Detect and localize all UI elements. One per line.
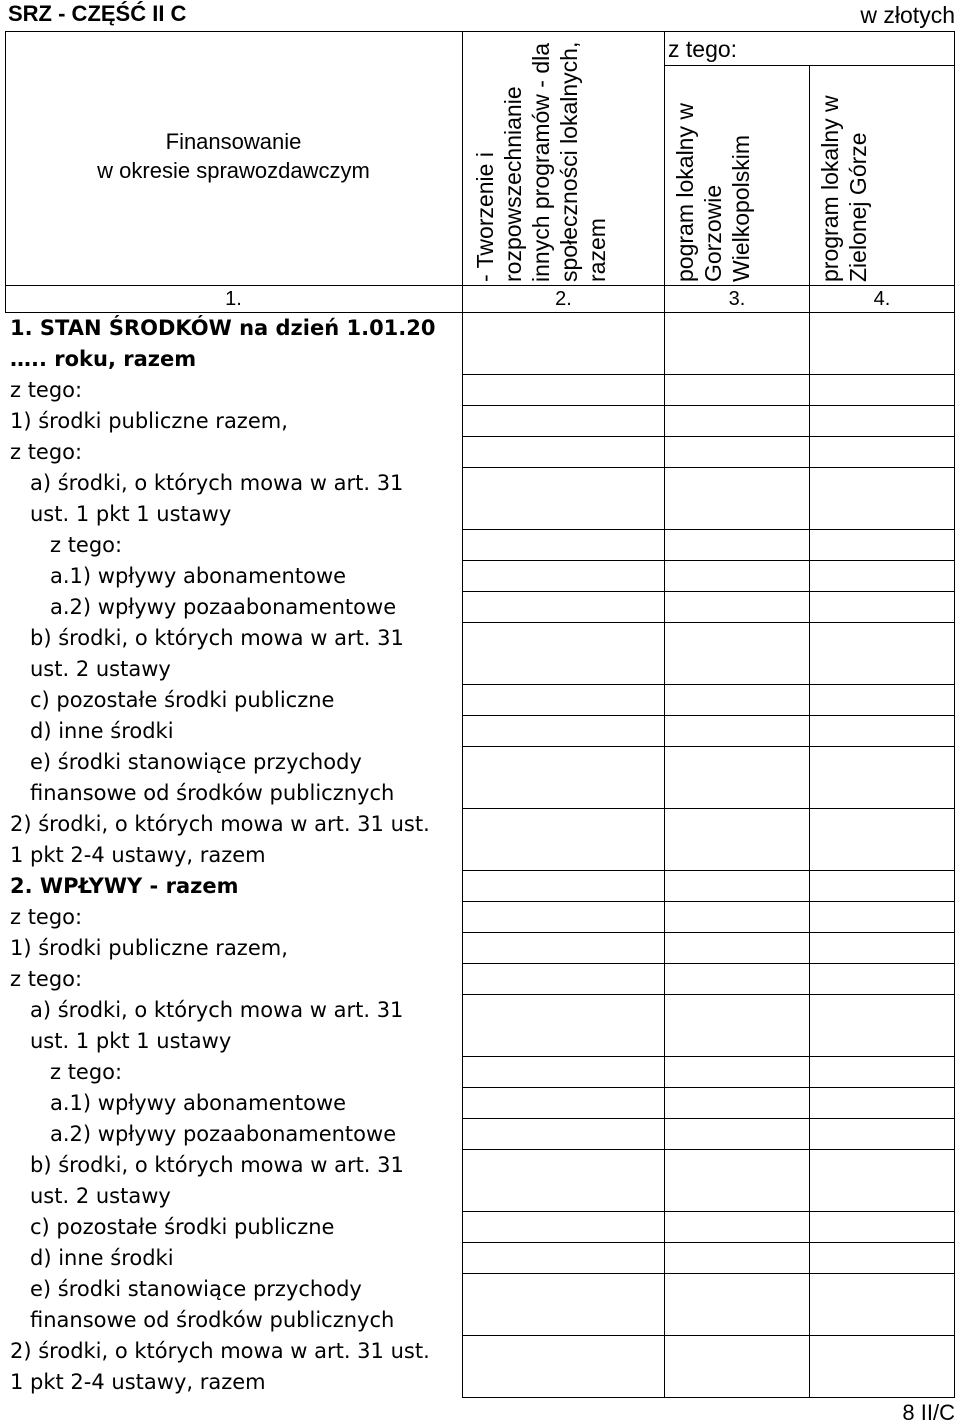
value-cell-col2 bbox=[462, 1150, 665, 1212]
value-cell-col2 bbox=[462, 995, 665, 1057]
value-cell-col2 bbox=[462, 561, 665, 592]
value-cell-col3 bbox=[665, 530, 810, 561]
row-label bbox=[5, 561, 462, 592]
value-cell-col4 bbox=[810, 1336, 955, 1398]
value-cell-col2 bbox=[462, 1088, 665, 1119]
value-cell-col2 bbox=[462, 1336, 665, 1398]
value-cell-col4 bbox=[810, 871, 955, 902]
row-label-line: a.1) wpływy abonamentowe bbox=[50, 1091, 347, 1115]
table-row bbox=[5, 561, 955, 592]
row-label-line: 1) środki publiczne razem, bbox=[10, 936, 288, 960]
table-section bbox=[5, 871, 955, 1398]
row-label-line: b) środki, o których mowa w art. 31 bbox=[30, 1153, 404, 1177]
table-section bbox=[5, 313, 955, 871]
row-label-line: 2) środki, o których mowa w art. 31 ust. bbox=[10, 1339, 430, 1363]
table-row bbox=[5, 747, 955, 809]
table-row bbox=[5, 437, 955, 468]
value-cell-col2 bbox=[462, 1119, 665, 1150]
value-cell-col2 bbox=[462, 716, 665, 747]
value-cell-col2 bbox=[462, 933, 665, 964]
row-label bbox=[5, 1274, 462, 1336]
row-label-line: z tego: bbox=[50, 533, 123, 557]
value-cell-col3 bbox=[665, 1057, 810, 1088]
row-label-line: z tego: bbox=[50, 1060, 123, 1084]
row-label bbox=[5, 685, 462, 716]
row-label-line: ust. 2 ustawy bbox=[30, 1184, 171, 1208]
value-cell-col4 bbox=[810, 1057, 955, 1088]
value-cell-col3 bbox=[665, 437, 810, 468]
header-col2-line: społeczności lokalnych, bbox=[556, 41, 582, 282]
row-label bbox=[5, 995, 462, 1057]
table-row bbox=[5, 685, 955, 716]
value-cell-col4 bbox=[810, 964, 955, 995]
value-cell-col2 bbox=[462, 437, 665, 468]
table-row bbox=[5, 1057, 955, 1088]
value-cell-col4 bbox=[810, 313, 955, 375]
table-row bbox=[5, 592, 955, 623]
header-col3-line: Gorzowie bbox=[700, 184, 726, 282]
row-label-line: a.2) wpływy pozaabonamentowe bbox=[50, 595, 397, 619]
row-label bbox=[5, 623, 462, 685]
header-col3-label bbox=[671, 70, 755, 282]
row-label-line: a) środki, o których mowa w art. 31 bbox=[30, 998, 404, 1022]
value-cell-col4 bbox=[810, 592, 955, 623]
value-cell-col3 bbox=[665, 685, 810, 716]
value-cell-col2 bbox=[462, 406, 665, 437]
section-heading bbox=[5, 871, 462, 902]
value-cell-col3 bbox=[665, 561, 810, 592]
value-cell-col2 bbox=[462, 747, 665, 809]
header-divider-col2-col3 bbox=[664, 31, 665, 313]
value-cell-col2 bbox=[462, 592, 665, 623]
table-row bbox=[5, 623, 955, 685]
value-cell-col2 bbox=[462, 1243, 665, 1274]
row-label-line: finansowe od środków publicznych bbox=[30, 1308, 395, 1332]
table-row bbox=[5, 1119, 955, 1150]
value-cell-col2 bbox=[462, 623, 665, 685]
header-col1-line: w okresie sprawozdawczym bbox=[97, 158, 370, 183]
value-cell-col4 bbox=[810, 468, 955, 530]
value-cell-col3 bbox=[665, 623, 810, 685]
row-label-line: finansowe od środków publicznych bbox=[30, 781, 395, 805]
value-cell-col3 bbox=[665, 964, 810, 995]
value-cell-col4 bbox=[810, 623, 955, 685]
row-label-line: c) pozostałe środki publiczne bbox=[30, 1215, 335, 1239]
value-cell-col3 bbox=[665, 375, 810, 406]
value-cell-col3 bbox=[665, 1088, 810, 1119]
row-label-line: ust. 2 ustawy bbox=[30, 657, 171, 681]
value-cell-col3 bbox=[665, 871, 810, 902]
row-label-line: b) środki, o których mowa w art. 31 bbox=[30, 626, 404, 650]
column-number-2: 2. bbox=[555, 288, 572, 310]
header-group-label: z tego: bbox=[668, 36, 738, 62]
header-divider-col3-col4 bbox=[809, 65, 810, 313]
table-row bbox=[5, 313, 955, 375]
row-label bbox=[5, 1336, 462, 1398]
value-cell-col4 bbox=[810, 685, 955, 716]
header-col2-line: innych programów - dla bbox=[528, 42, 554, 282]
row-label-line: e) środki stanowiące przychody bbox=[30, 750, 362, 774]
currency-unit-note: w złotych bbox=[860, 2, 955, 28]
table-row bbox=[5, 716, 955, 747]
row-label bbox=[5, 1119, 462, 1150]
value-cell-col3 bbox=[665, 1274, 810, 1336]
column-number-1: 1. bbox=[225, 288, 242, 310]
header-col3-line: Wielkopolskim bbox=[728, 135, 754, 282]
header-col1-line: Finansowanie bbox=[165, 129, 302, 154]
value-cell-col3 bbox=[665, 313, 810, 375]
row-label-line: ….. roku, razem bbox=[10, 347, 197, 371]
row-label-line: z tego: bbox=[10, 905, 83, 929]
row-label-line: a.2) wpływy pozaabonamentowe bbox=[50, 1122, 397, 1146]
row-label bbox=[5, 1150, 462, 1212]
row-label bbox=[5, 964, 462, 995]
row-label bbox=[5, 468, 462, 530]
value-cell-col3 bbox=[665, 809, 810, 871]
value-cell-col4 bbox=[810, 1088, 955, 1119]
value-cell-col4 bbox=[810, 1150, 955, 1212]
value-cell-col3 bbox=[665, 1119, 810, 1150]
form-section-title: SRZ - CZĘŚĆ II C bbox=[8, 1, 187, 26]
row-label-line: 1 pkt 2-4 ustawy, razem bbox=[10, 843, 266, 867]
row-label bbox=[5, 592, 462, 623]
value-cell-col4 bbox=[810, 747, 955, 809]
row-label-line: 1 pkt 2-4 ustawy, razem bbox=[10, 1370, 266, 1394]
row-label bbox=[5, 1088, 462, 1119]
row-label bbox=[5, 902, 462, 933]
row-label-line: 2. WPŁYWY - razem bbox=[10, 874, 239, 898]
value-cell-col2 bbox=[462, 1274, 665, 1336]
value-cell-col3 bbox=[665, 747, 810, 809]
value-cell-col4 bbox=[810, 995, 955, 1057]
row-label bbox=[5, 1212, 462, 1243]
row-label-line: a) środki, o których mowa w art. 31 bbox=[30, 471, 404, 495]
value-cell-col3 bbox=[665, 995, 810, 1057]
value-cell-col3 bbox=[665, 1243, 810, 1274]
row-label-line: d) inne środki bbox=[30, 719, 174, 743]
value-cell-col3 bbox=[665, 933, 810, 964]
value-cell-col3 bbox=[665, 1336, 810, 1398]
section-heading bbox=[5, 313, 462, 375]
value-cell-col3 bbox=[665, 468, 810, 530]
header-col2-line: razem bbox=[584, 218, 610, 282]
column-number-4: 4. bbox=[873, 288, 891, 310]
table-row bbox=[5, 902, 955, 933]
value-cell-col3 bbox=[665, 406, 810, 437]
row-label bbox=[5, 375, 462, 406]
row-label bbox=[5, 809, 462, 871]
row-label-line: ust. 1 pkt 1 ustawy bbox=[30, 1029, 232, 1053]
value-cell-col4 bbox=[810, 1243, 955, 1274]
table-row bbox=[5, 995, 955, 1057]
value-cell-col3 bbox=[665, 592, 810, 623]
value-cell-col2 bbox=[462, 685, 665, 716]
row-label-line: z tego: bbox=[10, 378, 83, 402]
header-col3-line: pogram lokalny w bbox=[672, 103, 698, 282]
row-label bbox=[5, 406, 462, 437]
header-col2-label bbox=[471, 34, 611, 282]
table-row bbox=[5, 530, 955, 561]
value-cell-col4 bbox=[810, 716, 955, 747]
table-row bbox=[5, 1088, 955, 1119]
table-row bbox=[5, 871, 955, 902]
row-label-line: z tego: bbox=[10, 440, 83, 464]
header-col4-line: program lokalny w bbox=[817, 95, 843, 282]
value-cell-col4 bbox=[810, 933, 955, 964]
row-label-line: c) pozostałe środki publiczne bbox=[30, 688, 335, 712]
value-cell-col2 bbox=[462, 871, 665, 902]
value-cell-col2 bbox=[462, 1057, 665, 1088]
value-cell-col2 bbox=[462, 809, 665, 871]
table-row bbox=[5, 933, 955, 964]
row-label bbox=[5, 530, 462, 561]
header-col2-line: rozpowszechnianie bbox=[500, 86, 526, 282]
value-cell-col4 bbox=[810, 561, 955, 592]
value-cell-col2 bbox=[462, 375, 665, 406]
value-cell-col4 bbox=[810, 406, 955, 437]
page-number: 8 II/C bbox=[902, 1400, 955, 1425]
value-cell-col4 bbox=[810, 1119, 955, 1150]
row-label-line: ust. 1 pkt 1 ustawy bbox=[30, 502, 232, 526]
value-cell-col3 bbox=[665, 1150, 810, 1212]
table-row bbox=[5, 1274, 955, 1336]
value-cell-col4 bbox=[810, 530, 955, 561]
value-cell-col4 bbox=[810, 437, 955, 468]
value-cell-col2 bbox=[462, 964, 665, 995]
table-row bbox=[5, 964, 955, 995]
header-col1-label bbox=[5, 127, 462, 185]
row-label-line: 2) środki, o których mowa w art. 31 ust. bbox=[10, 812, 430, 836]
value-cell-col3 bbox=[665, 716, 810, 747]
value-cell-col4 bbox=[810, 375, 955, 406]
table-body bbox=[5, 313, 955, 1398]
table-row bbox=[5, 375, 955, 406]
row-label bbox=[5, 716, 462, 747]
table-row bbox=[5, 809, 955, 871]
table-row bbox=[5, 406, 955, 437]
table-row bbox=[5, 1212, 955, 1243]
row-label bbox=[5, 437, 462, 468]
value-cell-col2 bbox=[462, 1212, 665, 1243]
value-cell-col3 bbox=[665, 1212, 810, 1243]
value-cell-col4 bbox=[810, 1212, 955, 1243]
table-row bbox=[5, 1243, 955, 1274]
row-label-line: z tego: bbox=[10, 967, 83, 991]
table-row bbox=[5, 1336, 955, 1398]
table-row bbox=[5, 468, 955, 530]
value-cell-col2 bbox=[462, 313, 665, 375]
value-cell-col2 bbox=[462, 530, 665, 561]
row-label-line: e) środki stanowiące przychody bbox=[30, 1277, 362, 1301]
row-label bbox=[5, 1243, 462, 1274]
row-label-line: 1) środki publiczne razem, bbox=[10, 409, 288, 433]
value-cell-col4 bbox=[810, 809, 955, 871]
row-label bbox=[5, 1057, 462, 1088]
column-number-3: 3. bbox=[728, 288, 746, 310]
value-cell-col3 bbox=[665, 902, 810, 933]
header-divider-col1-col2 bbox=[462, 31, 463, 313]
table-row bbox=[5, 1150, 955, 1212]
row-label-line: d) inne środki bbox=[30, 1246, 174, 1270]
row-label bbox=[5, 747, 462, 809]
header-col2-line: - Tworzenie i bbox=[472, 152, 498, 282]
header-col4-label bbox=[816, 70, 872, 282]
header-col4-line: Zielonej Górze bbox=[845, 132, 871, 282]
value-cell-col4 bbox=[810, 902, 955, 933]
row-label bbox=[5, 933, 462, 964]
value-cell-col2 bbox=[462, 902, 665, 933]
row-label-line: 1. STAN ŚRODKÓW na dzień 1.01.20 bbox=[10, 316, 436, 340]
value-cell-col2 bbox=[462, 468, 665, 530]
row-label-line: a.1) wpływy abonamentowe bbox=[50, 564, 347, 588]
value-cell-col4 bbox=[810, 1274, 955, 1336]
